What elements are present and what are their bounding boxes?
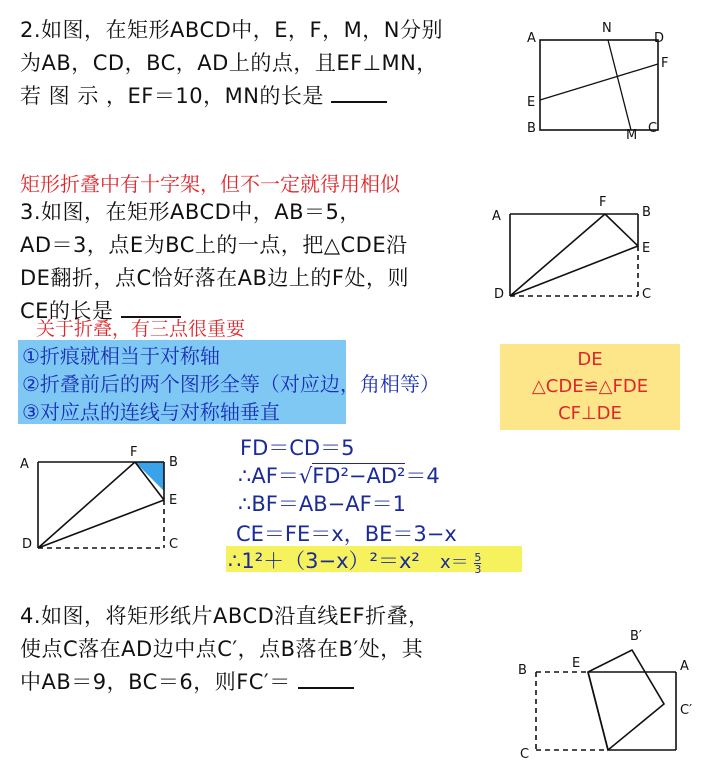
figure-q4 [512, 622, 712, 772]
fig2-label-f: F [599, 195, 607, 210]
q3-line4-text: CE的长是 [20, 299, 114, 323]
fig2-label-a: A [492, 209, 501, 224]
fig1-label-d: D [654, 31, 665, 46]
solution-line2 [238, 460, 440, 490]
figure-q2 [518, 20, 678, 140]
fig2-label-b: B [642, 205, 651, 220]
fig3-label-a: A [20, 457, 29, 472]
solution-line2-pre: ∴AF＝ [238, 464, 299, 488]
note-perpendicular: CF⊥DE [558, 403, 622, 424]
q4-line2: 使点C落在AD边中点C′，点B落在B′处，其 [20, 637, 424, 661]
fig1-rectangle [540, 40, 658, 130]
solution-line4: CE＝FE＝x，BE＝3−x [236, 522, 457, 546]
fig1-label-n: N [602, 21, 612, 36]
solution-line5: ∴1²＋（3−x）²＝x² [228, 549, 420, 573]
notes-text [500, 346, 680, 427]
note-de: DE [577, 349, 603, 370]
solution-line2-radicand: FD²−AD² [312, 464, 406, 488]
fig2-label-e: E [642, 241, 651, 256]
fig1-label-m: M [626, 128, 638, 140]
q2-line1: 2.如图，在矩形ABCD中，E，F，M，N分别 [20, 18, 443, 42]
answer-pre: x＝ [440, 552, 469, 573]
fig1-label-c: C [648, 121, 658, 136]
solution-answer [440, 548, 481, 575]
rect-fold-tip: 矩形折叠中有十字架，但不一定就得用相似 [20, 172, 400, 196]
fig3-shaded-triangle [135, 462, 164, 491]
q2-line3-text: 若 图 示 ，EF＝10，MN的长是 [20, 84, 324, 108]
answer-fraction [474, 552, 481, 575]
q3-line2: AD＝3，点E为BC上的一点，把△CDE沿 [20, 233, 408, 257]
fig4-label-c-prime: C′ [680, 703, 693, 718]
fig4-label-e: E [572, 656, 581, 671]
fig2-label-c: C [642, 287, 652, 302]
solution-line3: ∴BF＝AB−AF＝1 [238, 492, 407, 516]
q2-line3 [20, 80, 443, 113]
fig3-label-c: C [169, 537, 179, 552]
solution-line2-post: ＝4 [405, 464, 440, 488]
figure-q3 [488, 190, 663, 310]
fold-point-1: ①折痕就相当于对称轴 [22, 344, 220, 368]
q2-text [20, 14, 443, 113]
fig1-line-ef [540, 64, 658, 100]
fig3-label-f: F [130, 445, 138, 460]
fig3-label-e: E [169, 493, 178, 508]
solution-line1: FD＝CD＝5 [240, 436, 355, 460]
fold-point-2: ②折叠前后的两个图形全等（对应边，角相等） [22, 372, 440, 396]
q4-line3-text: 中AB＝9，BC＝6，则FC′＝ [20, 670, 291, 694]
fig1-label-a: A [527, 31, 536, 46]
fig4-label-b-prime: B′ [630, 629, 642, 644]
q4-line3 [20, 666, 430, 699]
fig3-label-d: D [22, 537, 33, 552]
q4-line1: 4.如图，将矩形纸片ABCD沿直线EF折叠， [20, 604, 430, 628]
fig4-label-c: C [520, 747, 530, 762]
q2-answer-blank [331, 81, 387, 103]
sqrt-sign: √ [298, 464, 313, 488]
q3-text [20, 196, 409, 328]
fold-point-3: ③对应点的连线与对称轴垂直 [22, 400, 280, 424]
figure-q3-solution [14, 444, 214, 554]
fold-tips-title: 关于折叠，有三点很重要 [36, 318, 246, 340]
q3-line3: DE翻折，点C恰好落在AB边上的F处，则 [20, 266, 409, 290]
fig3-label-b: B [169, 455, 178, 470]
fig2-label-d: D [494, 287, 505, 302]
q3-line1: 3.如图，在矩形ABCD中，AB＝5， [20, 200, 361, 224]
answer-denominator: 3 [474, 562, 482, 576]
fig1-label-e: E [527, 95, 536, 110]
q2-line2: 为AB，CD，BC，AD上的点，且EF⊥MN， [20, 51, 438, 75]
note-congruent: △CDE≌△FDE [531, 376, 649, 397]
fig1-label-b: B [527, 121, 536, 136]
fig1-line-mn [608, 40, 631, 130]
fig4-label-b: B [518, 663, 527, 678]
q4-text [20, 600, 430, 699]
fig4-label-a: A [680, 659, 689, 674]
fig1-label-f: F [661, 56, 669, 71]
answer-numerator: 5 [474, 550, 482, 564]
q4-answer-blank [298, 667, 354, 689]
